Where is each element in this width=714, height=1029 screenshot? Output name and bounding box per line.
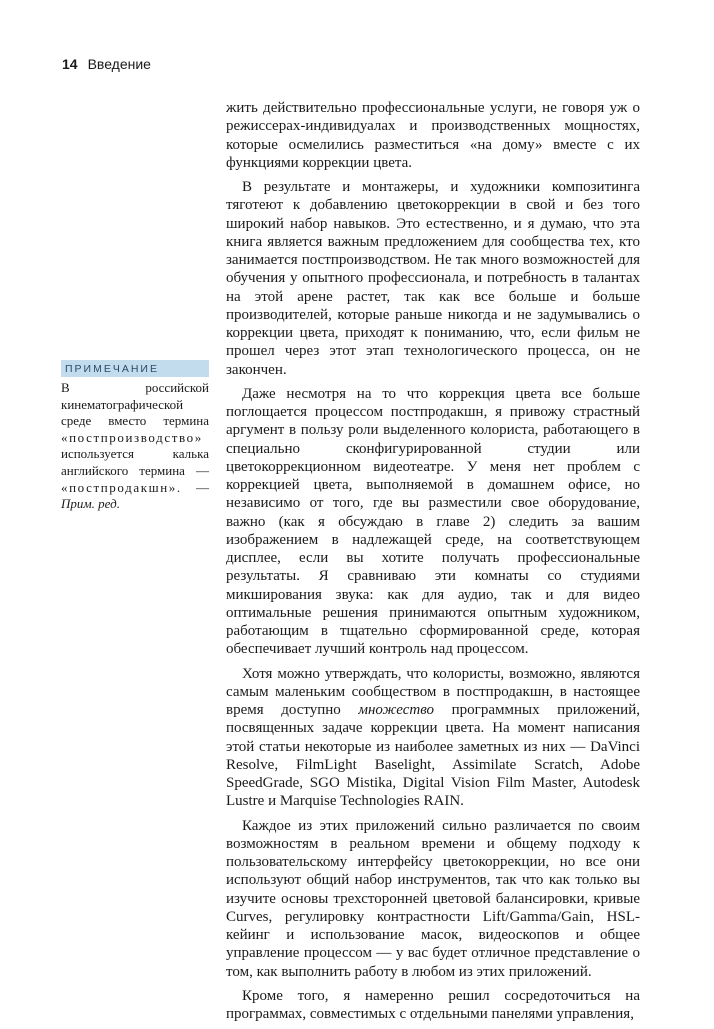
paragraph — [226, 665, 640, 811]
paragraph: Кроме того, я намеренно решил сосредоточиться на программах, совместимых с отдельными панелями управления, — [226, 987, 640, 1022]
paragraph: Даже несмотря на то что коррекция цвета все больше поглощается процессом постпродакшн, я привожу страстный аргумент в пользу роли выделенного колориста, работающего в специально сконфигурированной студии или цветокоррекционном видеотеатре. У меня нет проблем с коррекцией цвета, выполняемой в домашнем офисе, но независимо от того, где вы разместили свое оборудование, важно (как я обсуждаю в главе 2) следить за вашим изображением в надлежащей среде, на соответствующем дисплее, если вы хотите получать профессиональные результаты. Я сравниваю эти комнаты со студиями микширования звука: как для аудио, так и для видео оптимальные решения принимаются опытным художником, работающим в тщательно сформированной среде, которая обеспечивает лучший контроль над процессом. — [226, 385, 640, 658]
page-number: 14 — [62, 56, 78, 72]
section-title: Введение — [87, 56, 151, 72]
note-term-postproduction-calque: «постпродакшн» — [61, 479, 177, 495]
note-attribution: Прим. ред. — [61, 496, 120, 512]
page-header — [62, 55, 151, 73]
paragraph-text: Хотя можно утверждать, что колористы, возможно, являются самым маленьким сообществом в постпродакшн, в настоящее время доступно — [226, 665, 640, 718]
note-text-part1: В российской кинематографической среде вместо термина — [61, 380, 209, 429]
paragraph-continued: жить действительно профессиональные услуги, не говоря уж о режиссерах-индивидуалах и производственных мощностях, которые осмелились разместиться «на дому» вместе с их функциями коррекции цвета. — [226, 100, 640, 171]
paragraph: В результате и монтажеры, и художники композитинга тяготеют к добавлению цветокоррекции в свой и без того широкий набор навыков. Это естественно, и я думаю, что эта книга является важным предложением для сообщества тех, кто занимается постпроизводством. Не так много возможностей для обучения у опытного профессионала, и потребность в талантах на этой арене растет, так как все больше и больше производителей, которые раньше никогда и не задумывались о коррекции цвета, приходят к пониманию, что, если фильм не прошел через этот этап технологического процесса, он не закончен. — [226, 179, 640, 378]
note-term-postproduction: «постпроизводство» — [61, 429, 203, 445]
note-text-part3: . — — [176, 479, 209, 495]
note-text — [61, 380, 209, 513]
emphasis-text: множество — [358, 702, 435, 718]
note-label: ПРИМЕЧАНИЕ — [61, 360, 209, 377]
paragraph: Каждое из этих приложений сильно различается по своим возможностям в реальном времени и общему подходу к пользовательскому интерфейсу цветокоррекции, но все они используют общий набор инструментов, так что как только вы изучите основы трехсторонней цветовой балансировки, кривые Curves, регулировку контрастности Lift/Gamma/Gain, HSL-кейинг и использование масок, видеоскопов и общее управление процессом — у вас будет отличное представление о том, как выполнить работу в любом из этих приложений. — [226, 817, 640, 980]
paragraph-text: программных приложений, посвященных задаче коррекции цвета. На момент написания этой статьи некоторые из наиболее заметных из них — DaVinci Resolve, FilmLight Baselight, Assimilate Scratch, Adobe SpeedGrade, SGO Mistika, Digital Vision Film Master, Autodesk Lustre и Marquise Technologies RAIN. — [226, 702, 640, 810]
main-text-column — [226, 99, 640, 1029]
note-text-part2: используется калька английского термина — — [61, 446, 209, 478]
sidebar-note — [61, 360, 209, 513]
